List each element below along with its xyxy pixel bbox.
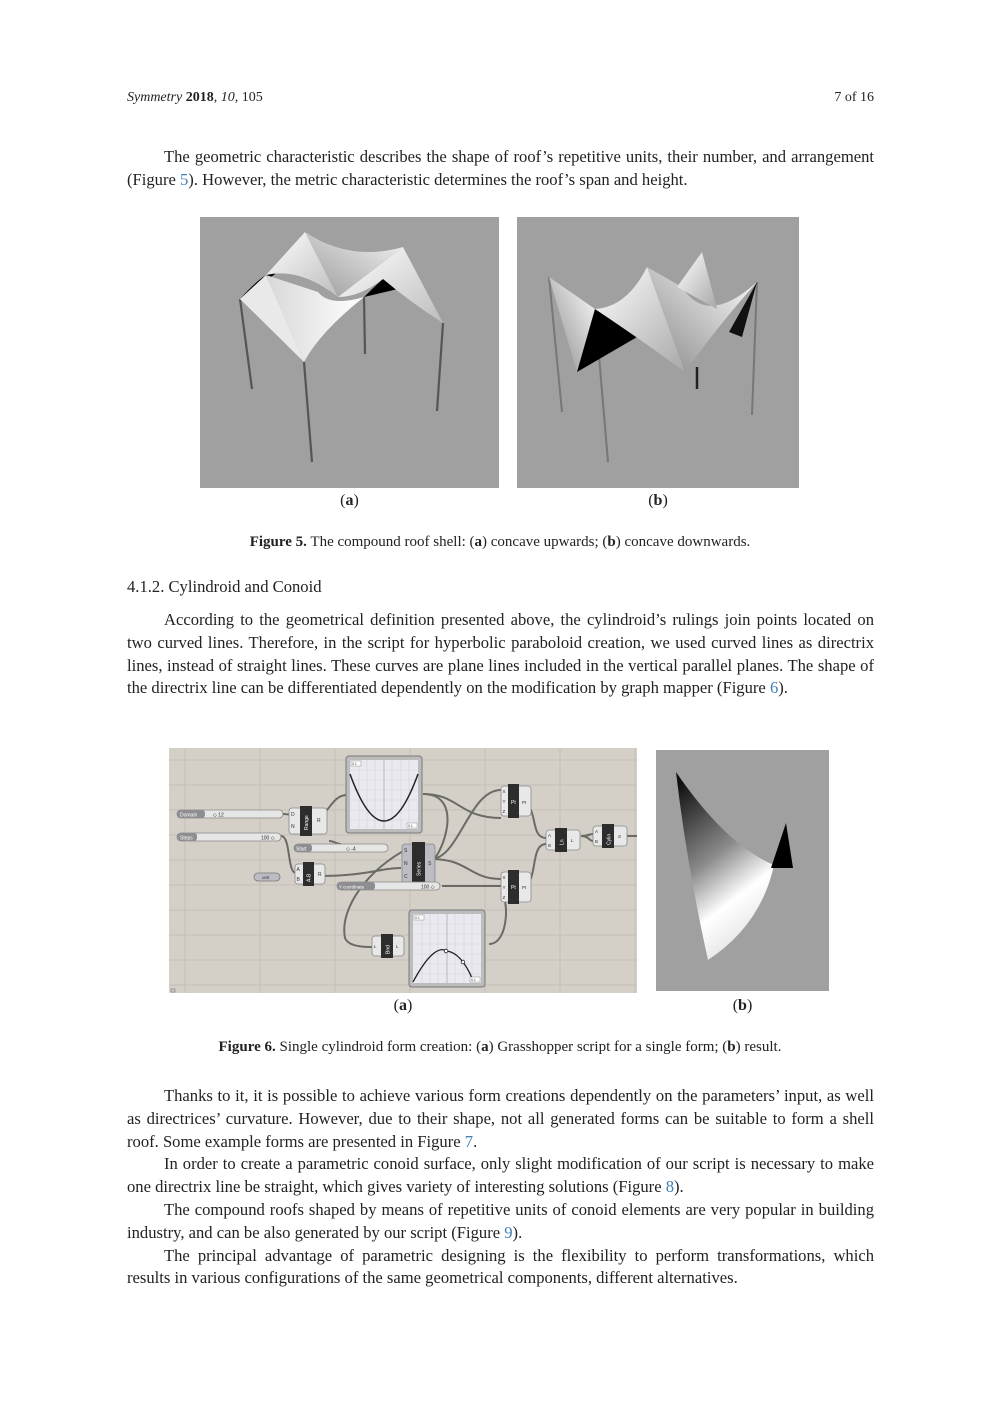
svg-text:Y: Y: [502, 885, 506, 890]
component-range: [289, 806, 327, 836]
svg-text:L: L: [374, 944, 377, 949]
svg-text:Bnd: Bnd: [385, 945, 392, 954]
svg-text:X: X: [502, 789, 506, 794]
svg-text:Steps: Steps: [180, 835, 193, 842]
section-heading: 4.1.2. Cylindroid and Conoid: [127, 577, 322, 596]
svg-text:Range: Range: [304, 815, 310, 830]
svg-text:Pt: Pt: [522, 885, 527, 890]
svg-text:B: B: [595, 839, 599, 844]
figure-6a-grasshopper-canvas: [169, 748, 637, 993]
svg-text:D: D: [291, 812, 295, 818]
svg-text:Pt: Pt: [511, 885, 516, 891]
journal-citation: Symmetry 2018, 10, 105: [127, 90, 263, 105]
svg-text:Ln: Ln: [559, 839, 566, 845]
svg-text:Y coordinate: Y coordinate: [339, 884, 365, 890]
svg-text:◇ 12: ◇ 12: [213, 812, 224, 819]
paragraph-4: In order to create a parametric conoid surface, only slight modification of our script is necessary to make one directrix line be straight, which gives variety of interesting solutions (Figure 8).: [127, 1154, 874, 1197]
svg-text:N: N: [404, 861, 408, 867]
svg-text:R: R: [318, 872, 322, 878]
paragraph-5: The compound roofs shaped by means of repetitive units of conoid elements are very popular in building industry, and can be also generated by our script (Figure 9).: [127, 1199, 874, 1242]
panel-unit: [254, 873, 280, 881]
slider-steps: [177, 833, 281, 842]
page-number: 7 of 16: [834, 90, 874, 105]
svg-text:100 ◇: 100 ◇: [421, 884, 435, 891]
graph-mapper-arc: [409, 910, 485, 987]
figure-8-link[interactable]: 8: [665, 1177, 675, 1197]
svg-text:Z: Z: [502, 895, 506, 900]
svg-text:A: A: [296, 867, 300, 873]
figure-5b-label: (b): [648, 492, 668, 509]
body-text-lower: [127, 1085, 874, 1290]
svg-text:B: B: [548, 843, 552, 848]
paragraph-2: According to the geometrical definition presented above, the cylindroid’s rulings join points located on two curved lines. Therefore, in the script for hyperbolic paraboloid creation, we used curved lines as directrix lines, instead of straight lines. These curves are plane lines included in the vertical parallel planes. The shape of the directrix line can be differentiated dependently on the modification by graph mapper (Figure 6).: [127, 610, 874, 698]
svg-text:A-B: A-B: [306, 873, 313, 882]
paragraph-1: The geometric characteristic describes the shape of roof’s repetitive units, their number, and arrangement (Figure 5). However, the metric characteristic determines the roof’s span and height.: [127, 147, 874, 189]
svg-text:Pt: Pt: [522, 800, 527, 805]
figure-6b-image: [656, 750, 829, 991]
figure-5a-image: [200, 217, 499, 488]
component-cylindroid: [593, 824, 627, 848]
component-line: [546, 828, 580, 852]
figure-5a-label: (a): [340, 492, 359, 509]
running-head: [127, 90, 874, 106]
figure-5-link[interactable]: 5: [180, 169, 189, 189]
roof-concave-up-render: [200, 217, 499, 488]
svg-text:A: A: [548, 833, 552, 838]
paragraph-3: Thanks to it, it is possible to achieve various form creations dependently on the parameters’ input, as well as directrices’ curvature. However, due to their shape, not all generated forms can be suitable to form a shell roof. Some example forms are presented in Figure 7.: [127, 1086, 874, 1151]
slider-y-coordinate: [337, 882, 440, 891]
svg-text:unit: unit: [262, 875, 270, 880]
svg-text:S: S: [428, 861, 432, 867]
svg-text:0.1: 0.1: [408, 824, 413, 828]
svg-text:100 ◇: 100 ◇: [261, 835, 275, 842]
figure-6a-label: (a): [393, 997, 413, 1014]
svg-text:0.1: 0.1: [415, 916, 420, 920]
svg-text:Y: Y: [502, 799, 506, 804]
figure-5-caption: Figure 5. The compound roof shell: (a) concave upwards; (b) concave downwards.: [249, 534, 751, 550]
svg-text:R: R: [317, 818, 321, 824]
component-point-1: [501, 784, 531, 818]
svg-text:Pt: Pt: [511, 800, 516, 806]
cylindroid-result-render: [656, 750, 829, 991]
grasshopper-script-diagram: [169, 748, 637, 993]
slider-start: [294, 844, 388, 853]
svg-text:0.1: 0.1: [352, 762, 357, 766]
svg-text:Start: Start: [296, 846, 307, 853]
svg-text:L: L: [396, 944, 399, 949]
svg-text:A: A: [595, 829, 599, 834]
figure-9-link[interactable]: 9: [504, 1222, 513, 1242]
figure-7-link[interactable]: 7: [464, 1131, 474, 1151]
figure-6-link[interactable]: 6: [769, 678, 779, 698]
svg-text:S: S: [618, 834, 622, 839]
roof-concave-down-render: [517, 217, 799, 488]
component-point-2: [501, 870, 531, 904]
svg-text:Series: Series: [416, 861, 423, 876]
figure-5b-image: [517, 217, 799, 488]
svg-text:Domain: Domain: [180, 812, 198, 819]
svg-text:Z: Z: [502, 809, 506, 814]
svg-text:0.1: 0.1: [471, 978, 476, 982]
component-series: [402, 842, 435, 888]
svg-text:B: B: [296, 877, 300, 883]
figure-6b-label: (b): [732, 997, 753, 1014]
component-subtraction: [295, 862, 325, 886]
slider-domain: [177, 810, 283, 819]
svg-text:L: L: [571, 838, 574, 843]
paragraph-6: The principal advantage of parametric designing is the flexibility to perform transformations, which results in various configurations of the same geometrical components, different alternatives.: [127, 1245, 874, 1288]
component-bounds: [372, 934, 404, 958]
svg-text:Cylin: Cylin: [606, 833, 613, 845]
graph-mapper-parabola: [346, 756, 422, 833]
svg-text:X: X: [502, 875, 506, 880]
svg-text:C: C: [404, 874, 408, 880]
svg-text:S: S: [404, 848, 408, 854]
svg-text:N: N: [291, 824, 295, 830]
figure-6-caption: Figure 6. Single cylindroid form creation: (a) Grasshopper script for a single form; (b) result.: [218, 1039, 782, 1055]
svg-text:◇ -4: ◇ -4: [346, 846, 356, 853]
